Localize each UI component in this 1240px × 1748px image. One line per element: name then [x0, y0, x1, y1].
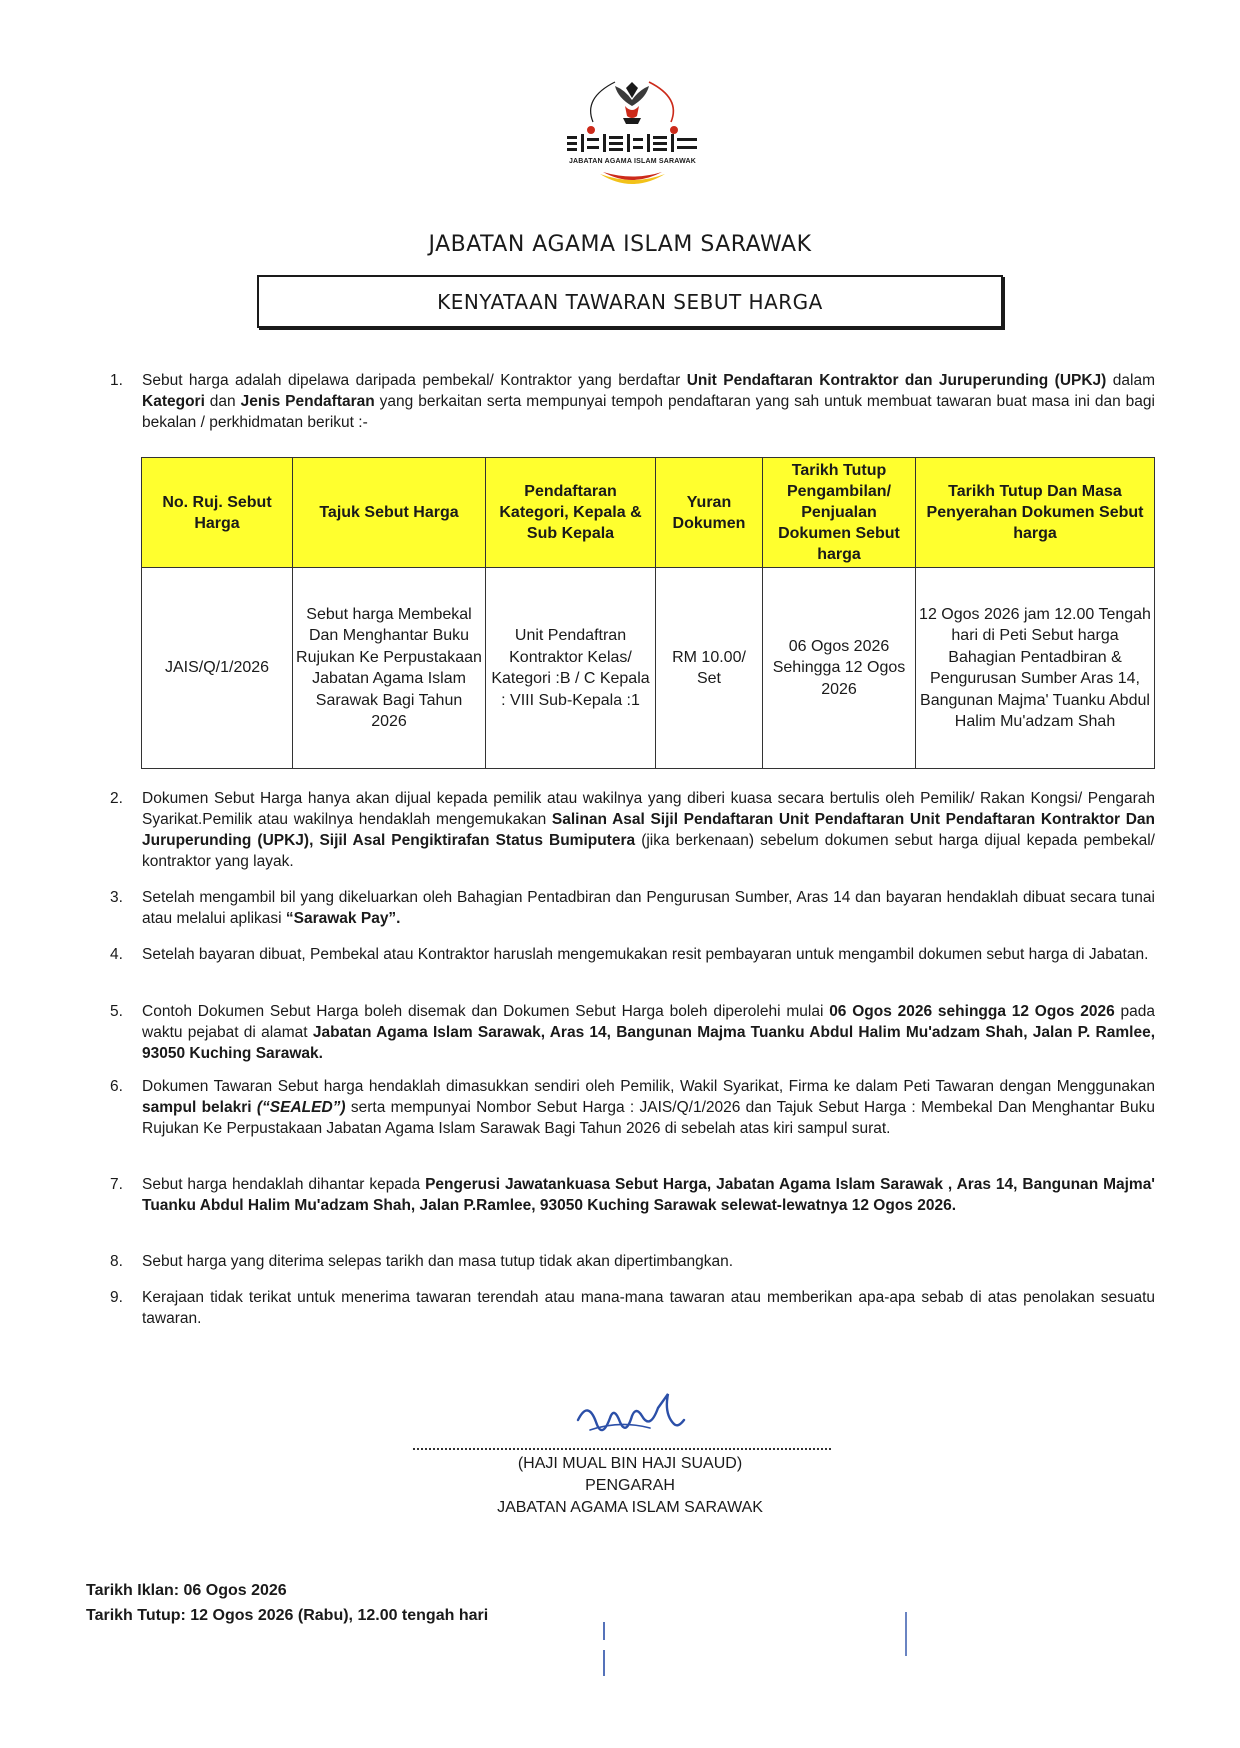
clause-text: Contoh Dokumen Sebut Harga boleh disemak dan Dokumen Sebut Harga boleh diperolehi mulai 06 Ogos 2026 sehingga 12 Ogos 2026 pada waktu pejabat di alamat Jabatan Agama Islam Sarawak, Aras 14, Bangunan Majma Tuanku Abdul Halim Mu'adzam Shah, Jalan P. Ramlee, 93050 Kuching Sarawak.: [142, 1003, 1155, 1062]
column-header-registration: Pendaftaran Kategori, Kepala & Sub Kepala: [486, 458, 656, 568]
jais-emblem-icon: [545, 72, 720, 197]
clause-text: Dokumen Tawaran Sebut harga hendaklah dimasukkan sendiri oleh Pemilik, Wakil Syarikat, Firma ke dalam Peti Tawaran dengan Menggunakan sampul belakri (“SEALED”) serta mempunyai Nombor Sebut Harga : JAIS/Q/1/2026 dan Tajuk Sebut Harga : Membekal Dan Menghantar Buku Rujukan Ke Perpustakaan Jabatan Agama Islam Sarawak Bagi Tahun 2026 di sebelah atas kiri sampul surat.: [142, 1078, 1155, 1137]
scan-mark-icon: [902, 1610, 910, 1660]
clause-number: 8.: [110, 1253, 123, 1270]
quotation-table: [141, 457, 1155, 769]
column-header-fee: Yuran Dokumen: [656, 458, 763, 568]
cell-sale-close: 06 Ogos 2026 Sehingga 12 Ogos 2026: [763, 568, 916, 769]
cell-ref: JAIS/Q/1/2026: [142, 568, 293, 769]
signature-line: [413, 1448, 831, 1450]
clause-2: [110, 788, 1155, 872]
clause-5: [110, 1001, 1155, 1064]
clause-text: Kerajaan tidak terikat untuk menerima tawaran terendah atau mana-mana tawaran atau memberikan apa-apa sebab di atas penolakan sesuatu tawaran.: [142, 1289, 1155, 1327]
cell-title: Sebut harga Membekal Dan Menghantar Buku Rujukan Ke Perpustakaan Jabatan Agama Islam Sarawak Bagi Tahun 2026: [293, 568, 486, 769]
clause-8: [110, 1251, 1155, 1272]
clause-9: [110, 1287, 1155, 1329]
notice-title-box: [257, 275, 1003, 328]
cell-fee: RM 10.00/ Set: [656, 568, 763, 769]
clause-4: [110, 944, 1155, 965]
column-header-submit-close: Tarikh Tutup Dan Masa Penyerahan Dokumen Sebut harga: [916, 458, 1155, 568]
clause-number: 1.: [110, 372, 123, 389]
column-header-sale-close: Tarikh Tutup Pengambilan/ Penjualan Dokumen Sebut harga: [763, 458, 916, 568]
column-header-title: Tajuk Sebut Harga: [293, 458, 486, 568]
clause-text: Sebut harga adalah dipelawa daripada pembekal/ Kontraktor yang berdaftar Unit Pendaftaran Kontraktor dan Juruperunding (UPKJ) dalam Kategori dan Jenis Pendaftaran yang berkaitan serta mempunyai tempoh pendaftaran yang sah untuk membuat tawaran buat masa ini dan bagi bekalan / perkhidmatan berikut :-: [142, 372, 1155, 431]
advertisement-date: Tarikh Iklan: 06 Ogos 2026: [86, 1582, 287, 1599]
cell-registration: Unit Pendaftran Kontraktor Kelas/ Kategori :B / C Kepala : VIII Sub-Kepala :1: [486, 568, 656, 769]
clause-text: Sebut harga hendaklah dihantar kepada Pengerusi Jawatankuasa Sebut Harga, Jabatan Agama Islam Sarawak , Aras 14, Bangunan Majma' Tuanku Abdul Halim Mu'adzam Shah, Jalan P.Ramlee, 93050 Kuching Sarawak selewat-lewatnya 12 Ogos 2026.: [142, 1176, 1155, 1214]
clause-3: [110, 887, 1155, 929]
table-header-row: [142, 458, 1155, 568]
clause-number: 7.: [110, 1176, 123, 1193]
clause-text: Sebut harga yang diterima selepas tarikh dan masa tutup tidak akan dipertimbangkan.: [142, 1253, 734, 1270]
cell-submit-close: 12 Ogos 2026 jam 12.00 Tengah hari di Peti Sebut harga Bahagian Pentadbiran & Pengurusan Sumber Aras 14, Bangunan Majma' Tuanku Abdul Halim Mu'adzam Shah: [916, 568, 1155, 769]
clause-7: [110, 1174, 1155, 1216]
clause-text: Dokumen Sebut Harga hanya akan dijual kepada pemilik atau wakilnya yang diberi kuasa secara bertulis oleh Pemilik/ Rakan Kongsi/ Pengarah Syarikat.Pemilik atau wakilnya hendaklah mengemukakan Salinan Asal Sijil Pendaftaran Unit Pendaftaran Unit Pendaftaran Kontraktor Dan Juruperunding (UPKJ), Sijil Asal Pengiktirafan Status Bumiputera (jika berkenaan) sebelum dokumen sebut harga dijual kepada pembekal/ kontraktor yang layak.: [142, 790, 1155, 870]
logo-caption: JABATAN AGAMA ISLAM SARAWAK: [568, 158, 697, 165]
clause-6: [110, 1076, 1155, 1139]
notice-title: KENYATAAN TAWARAN SEBUT HARGA: [437, 289, 823, 314]
clause-number: 4.: [110, 946, 123, 963]
table-row: [142, 568, 1155, 769]
organization-title: JABATAN AGAMA ISLAM SARAWAK: [428, 232, 812, 257]
signatory-department: JABATAN AGAMA ISLAM SARAWAK: [497, 1499, 763, 1516]
clause-number: 9.: [110, 1289, 123, 1306]
signatory-name: (HAJI MUAL BIN HAJI SUAUD): [517, 1455, 743, 1472]
signatory-title: PENGARAH: [585, 1477, 675, 1494]
scan-mark-icon: [600, 1620, 608, 1680]
clause-text: Setelah mengambil bil yang dikeluarkan oleh Bahagian Pentadbiran dan Pengurusan Sumber, Aras 14 dan bayaran hendaklah dibuat secara tunai atau melalui aplikasi “Sarawak Pay”.: [142, 889, 1155, 927]
clause-text: Setelah bayaran dibuat, Pembekal atau Kontraktor haruslah mengemukakan resit pembayaran untuk mengambil dokumen sebut harga di Jabatan.: [142, 946, 1149, 963]
jais-logo: [545, 72, 720, 197]
clause-number: 3.: [110, 889, 123, 906]
closing-date: Tarikh Tutup: 12 Ogos 2026 (Rabu), 12.00 tengah hari: [86, 1607, 489, 1624]
clause-1: [110, 370, 1155, 433]
clause-number: 5.: [110, 1003, 123, 1020]
clause-number: 6.: [110, 1078, 123, 1095]
column-header-ref: No. Ruj. Sebut Harga: [142, 458, 293, 568]
signature-mark-icon: [570, 1390, 710, 1450]
clause-number: 2.: [110, 790, 123, 807]
